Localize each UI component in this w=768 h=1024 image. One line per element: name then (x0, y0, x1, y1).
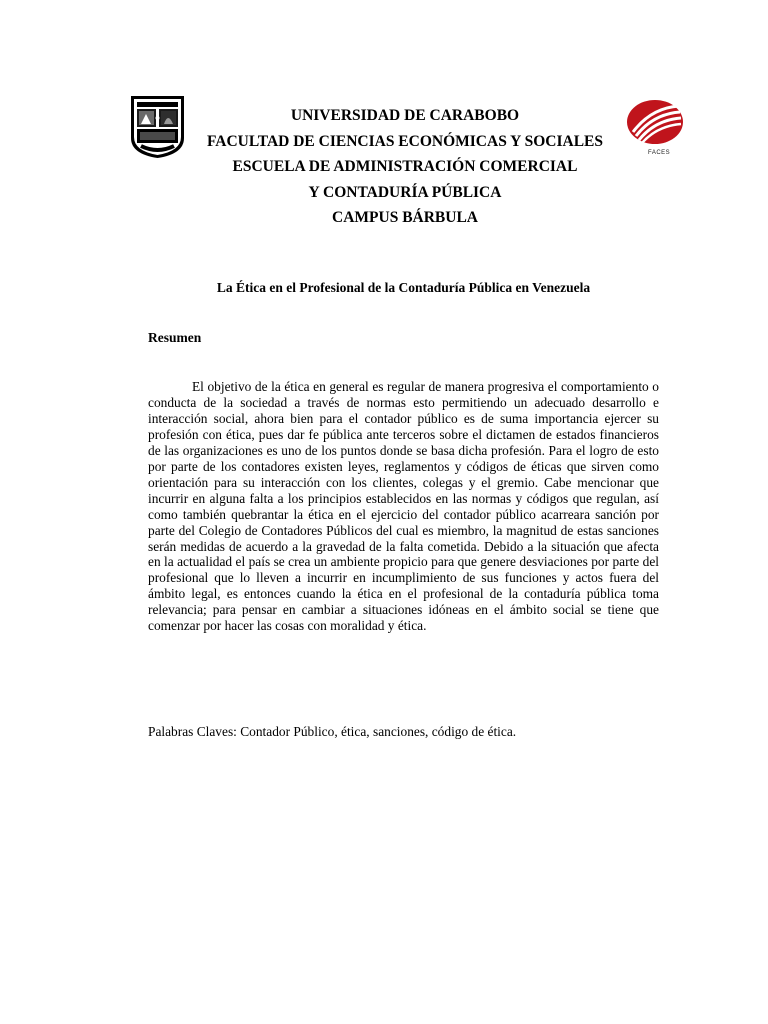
header-campus: CAMPUS BÁRBULA (332, 209, 478, 226)
section-heading-resumen: Resumen (148, 330, 202, 345)
abstract-block (148, 379, 659, 634)
abstract-paragraph: El objetivo de la ética en general es regular de manera progresiva el comportamiento o conducta de la sociedad a través de normas esto permitiendo un adecuado desarrollo e interacción social, ahora bien para el contador público es de suma importancia ejercer su profesión con ética, pues dar fe pública ante terceros sobre el dictamen de estados financieros de las organizaciones es uno de los puntos donde se basa dicha profesión. Para el logro de esto por parte de los contadores existen leyes, reglamentos y códigos de éticas que sirven como orientación para su interacción con los clientes, colegas y el gremio. Cabe mencionar que incurrir en alguna falta a los principios establecidos en las normas y códigos que regulan, así como también quebrantar la ética en el ejercicio del contador público acarreara sanción por parte del Colegio de Contadores Públicos del cual es miembro, la magnitud de estas sanciones serán medidas de acuerdo a la gravedad de la falta cometida. Debido a la situación que afecta en la actualidad el país se crea un ambiente propicio para que genere desviaciones por parte del profesional que lo lleven a incurrir en incumplimiento de sus funciones y actos fuera del ámbito legal, es entonces cuando la ética en el profesional de la contaduría pública toma relevancia; para pensar en cambiar a situaciones idóneas en el ámbito social se tiene que comenzar por hacer las cosas con moralidad y ética. (148, 379, 659, 634)
faces-swoosh-icon (625, 98, 685, 150)
document-title: La Ética en el Profesional de la Contaduría Pública en Venezuela (216, 280, 591, 295)
keywords-line: Palabras Claves: Contador Público, ética, sanciones, código de ética. (148, 724, 517, 739)
header-university: UNIVERSIDAD DE CARABOBO (290, 107, 520, 124)
header-faculty: FACULTAD DE CIENCIAS ECONÓMICAS Y SOCIALES (206, 132, 604, 150)
university-crest-logo (129, 94, 186, 160)
faces-logo (625, 98, 685, 158)
institution-header (190, 103, 620, 231)
crest-icon (129, 94, 186, 160)
faces-logo-label: FACES (648, 150, 671, 156)
header-school: ESCUELA DE ADMINISTRACIÓN COMERCIAL (232, 158, 578, 175)
header-school-cont: Y CONTADURÍA PÚBLICA (308, 183, 502, 201)
